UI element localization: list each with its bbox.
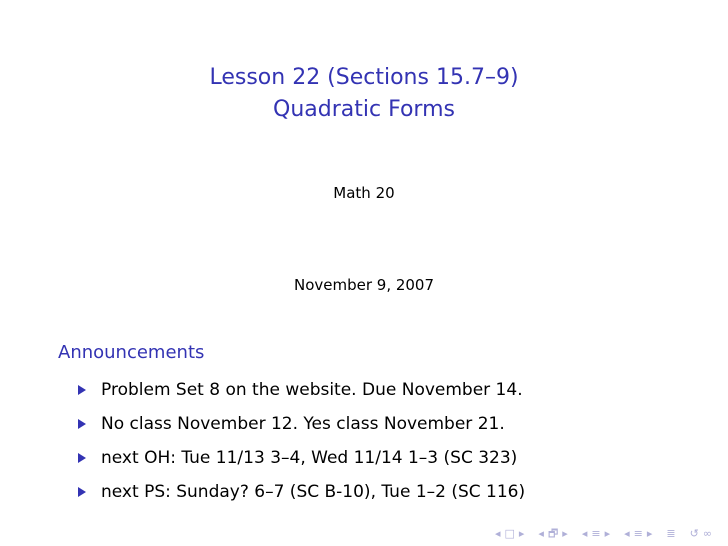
nav-first-frame-icon[interactable]: ◂ <box>494 527 501 540</box>
announcements-heading: Announcements <box>58 342 205 363</box>
nav-prev-section-icon[interactable]: ◂ <box>538 527 544 540</box>
nav-section-icon[interactable]: 🗗 <box>547 527 559 540</box>
list-item <box>78 410 505 438</box>
beamer-navigation-bar <box>495 528 712 540</box>
date: November 9, 2007 <box>293 276 435 294</box>
nav-frame-icon[interactable]: □ <box>504 527 515 540</box>
nav-next-section-icon[interactable]: ▸ <box>562 527 568 540</box>
list-item <box>78 478 525 506</box>
nav-next-frame-icon[interactable]: ▸ <box>518 527 525 540</box>
nav-back-icon[interactable]: ↺ <box>689 527 699 540</box>
nav-doc-prev-icon[interactable]: ◂ <box>624 527 630 540</box>
nav-search-icon[interactable]: ∞ <box>702 527 712 540</box>
list-item-text: next PS: Sunday? 6–7 (SC B-10), Tue 1–2 (SC 116) <box>101 482 526 502</box>
list-item-text: Problem Set 8 on the website. Due November 14. <box>101 380 523 400</box>
bullet-triangle-icon <box>78 487 86 497</box>
slide-title <box>0 62 728 126</box>
list-item <box>78 444 517 472</box>
title-line-2: Quadratic Forms <box>273 97 455 122</box>
nav-prev-subsection-icon[interactable]: ◂ <box>581 527 588 540</box>
list-item-text: next OH: Tue 11/13 3–4, Wed 11/14 1–3 (SC 323) <box>101 448 518 468</box>
title-line-1: Lesson 22 (Sections 15.7–9) <box>209 65 519 90</box>
nav-appendix-icon[interactable]: ≣ <box>666 527 676 540</box>
bullet-triangle-icon <box>78 453 86 463</box>
nav-doc-next-icon[interactable]: ▸ <box>646 527 653 540</box>
bullet-triangle-icon <box>78 385 86 395</box>
nav-doc-icon[interactable]: ≡ <box>633 527 643 540</box>
bullet-triangle-icon <box>78 419 86 429</box>
list-item <box>78 376 523 404</box>
nav-subsection-icon[interactable]: ≡ <box>591 527 601 540</box>
author: Math 20 <box>333 184 395 202</box>
list-item-text: No class November 12. Yes class November 21. <box>101 414 505 434</box>
nav-next-subsection-icon[interactable]: ▸ <box>604 527 611 540</box>
